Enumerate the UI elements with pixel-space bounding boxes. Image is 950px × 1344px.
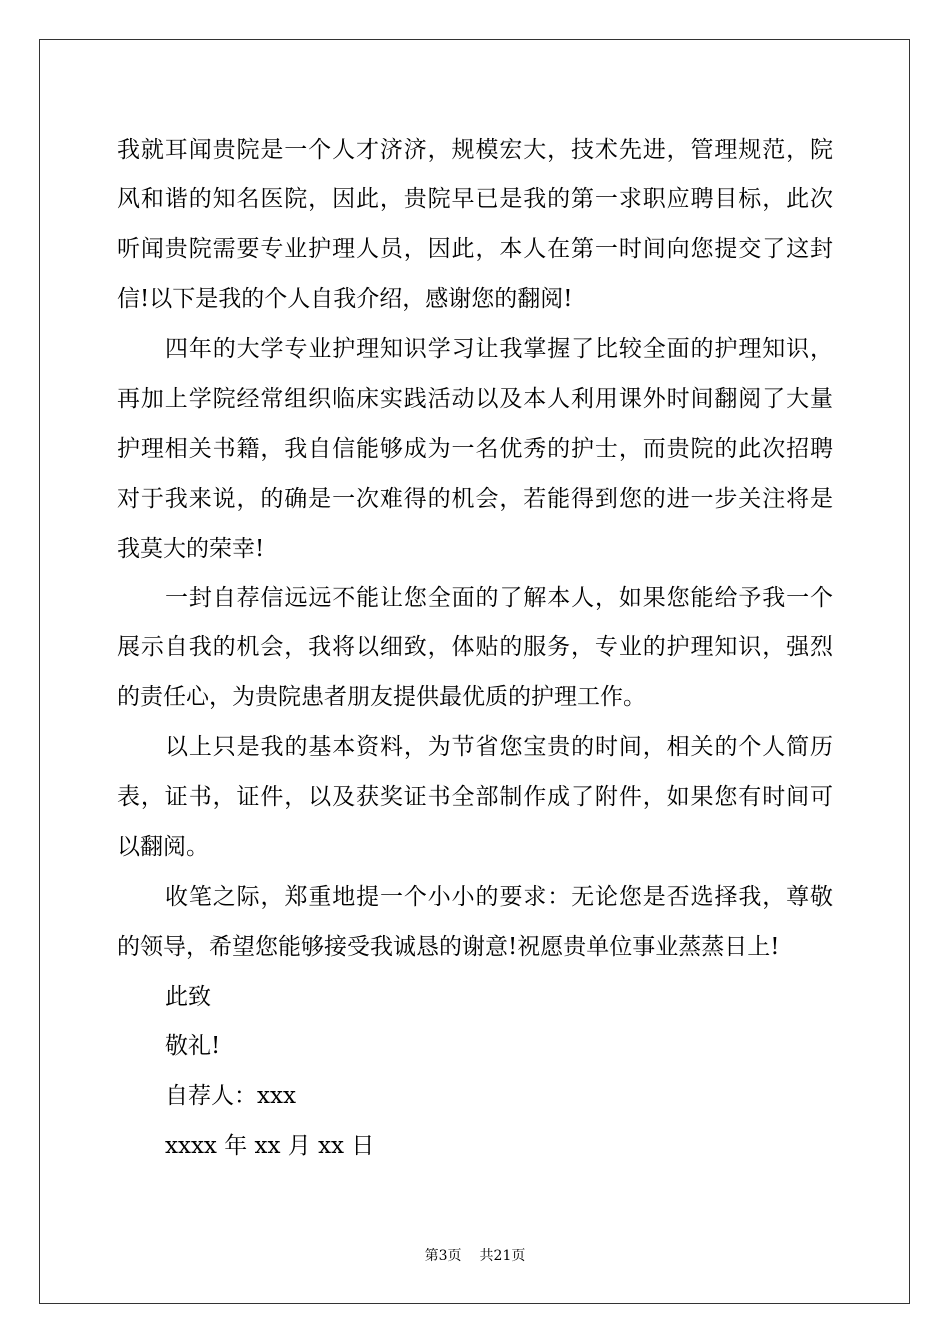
letter-line: 对于我来说，的确是一次难得的机会，若能得到您的进一步关注将是 [117,486,833,512]
page-number: 第3页 [424,1248,462,1264]
page-frame [39,39,910,1304]
date-line: xxxx 年 xx 月 xx 日 [165,1133,375,1159]
letter-line: 四年的大学专业护理知识学习让我掌握了比较全面的护理知识， [165,336,833,362]
letter-line: 再加上学院经常组织临床实践活动以及本人利用课外时间翻阅了大量 [117,386,833,412]
letter-line: 护理相关书籍，我自信能够成为一名优秀的护士，而贵院的此次招聘 [117,436,833,462]
letter-line: 信!以下是我的个人自我介绍，感谢您的翻阅! [117,286,573,312]
page-footer [0,1246,950,1266]
letter-line: 以翻阅。 [117,834,209,860]
signer-line: 自荐人：xxx [165,1083,296,1109]
letter-line: 收笔之际，郑重地提一个小小的要求：无论您是否选择我，尊敬 [165,884,833,910]
letter-line: 以上只是我的基本资料，为节省您宝贵的时间，相关的个人简历 [165,734,833,760]
letter-line: 听闻贵院需要专业护理人员，因此，本人在第一时间向您提交了这封 [117,236,833,262]
letter-line: 的领导，希望您能够接受我诚恳的谢意!祝愿贵单位事业蒸蒸日上! [117,934,780,960]
letter-line: 风和谐的知名医院，因此，贵院早已是我的第一求职应聘目标，此次 [117,186,833,212]
letter-line: 一封自荐信远远不能让您全面的了解本人，如果您能给予我一个 [165,585,833,611]
letter-line: 展示自我的机会，我将以细致，体贴的服务，专业的护理知识，强烈 [117,634,833,660]
closing-regards: 敬礼! [165,1033,221,1059]
letter-line: 的责任心，为贵院患者朋友提供最优质的护理工作。 [117,684,646,710]
closing-salutation: 此致 [165,984,211,1010]
letter-line: 我莫大的荣幸! [117,536,265,562]
letter-line: 我就耳闻贵院是一个人才济济，规模宏大，技术先进，管理规范，院 [117,137,833,163]
page-total: 共21页 [479,1248,526,1264]
letter-line: 表，证书，证件，以及获奖证书全部制作成了附件，如果您有时间可 [117,784,833,810]
